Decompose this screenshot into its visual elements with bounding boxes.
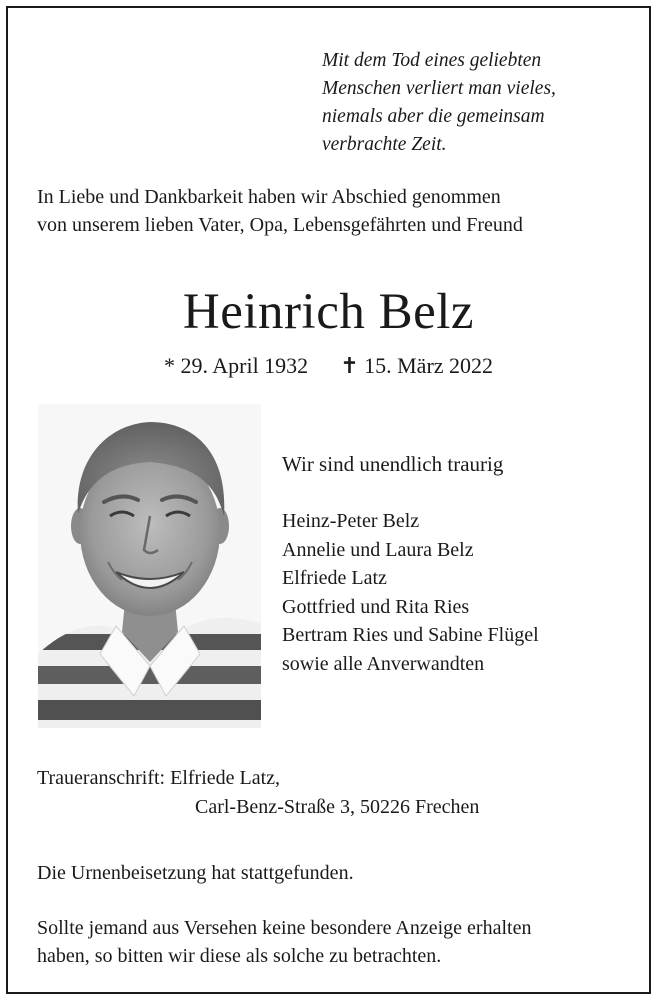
poem-line: Mit dem Tod eines geliebten	[322, 50, 542, 71]
mourner-name: Elfriede Latz	[282, 567, 387, 589]
mourner-name: Bertram Ries und Sabine Flügel	[282, 624, 539, 646]
deceased-name: Heinrich Belz	[182, 284, 475, 340]
birth-date: * 29. April 1932	[163, 353, 309, 378]
closing-notice	[37, 914, 531, 970]
mourning-address	[37, 764, 479, 822]
address-line: Carl-Benz-Straße 3, 50226 Frechen	[195, 796, 480, 818]
intro-text	[37, 183, 523, 239]
intro-line: von unserem lieben Vater, Opa, Lebensgefährten und Freund	[37, 214, 523, 236]
mourner-name: Gottfried und Rita Ries	[282, 595, 470, 618]
intro-line: In Liebe und Dankbarkeit haben wir Abschied genommen	[37, 186, 501, 208]
mourner-name: sowie alle Anverwandten	[282, 652, 485, 675]
address-line: Traueranschrift: Elfriede Latz,	[37, 767, 281, 789]
mourners-list	[282, 507, 539, 678]
poem-line: niemals aber die gemeinsam	[322, 106, 545, 127]
death-date: ✝ 15. März 2022	[340, 353, 494, 378]
mourning-heading: Wir sind unendlich traurig	[282, 452, 504, 476]
poem-line: Menschen verliert man vieles,	[322, 78, 556, 99]
mourner-name: Annelie und Laura Belz	[282, 538, 474, 561]
portrait-photo	[38, 404, 261, 728]
poem-line: verbrachte Zeit.	[322, 134, 447, 155]
urn-burial-notice: Die Urnenbeisetzung hat stattgefunden.	[37, 862, 354, 884]
memorial-poem	[322, 47, 556, 159]
closing-line: Sollte jemand aus Versehen keine besondere Anzeige erhalten	[37, 917, 532, 939]
mourner-name: Heinz-Peter Belz	[282, 510, 420, 532]
life-dates	[0, 351, 657, 381]
closing-line: haben, so bitten wir diese als solche zu betrachten.	[37, 945, 442, 967]
